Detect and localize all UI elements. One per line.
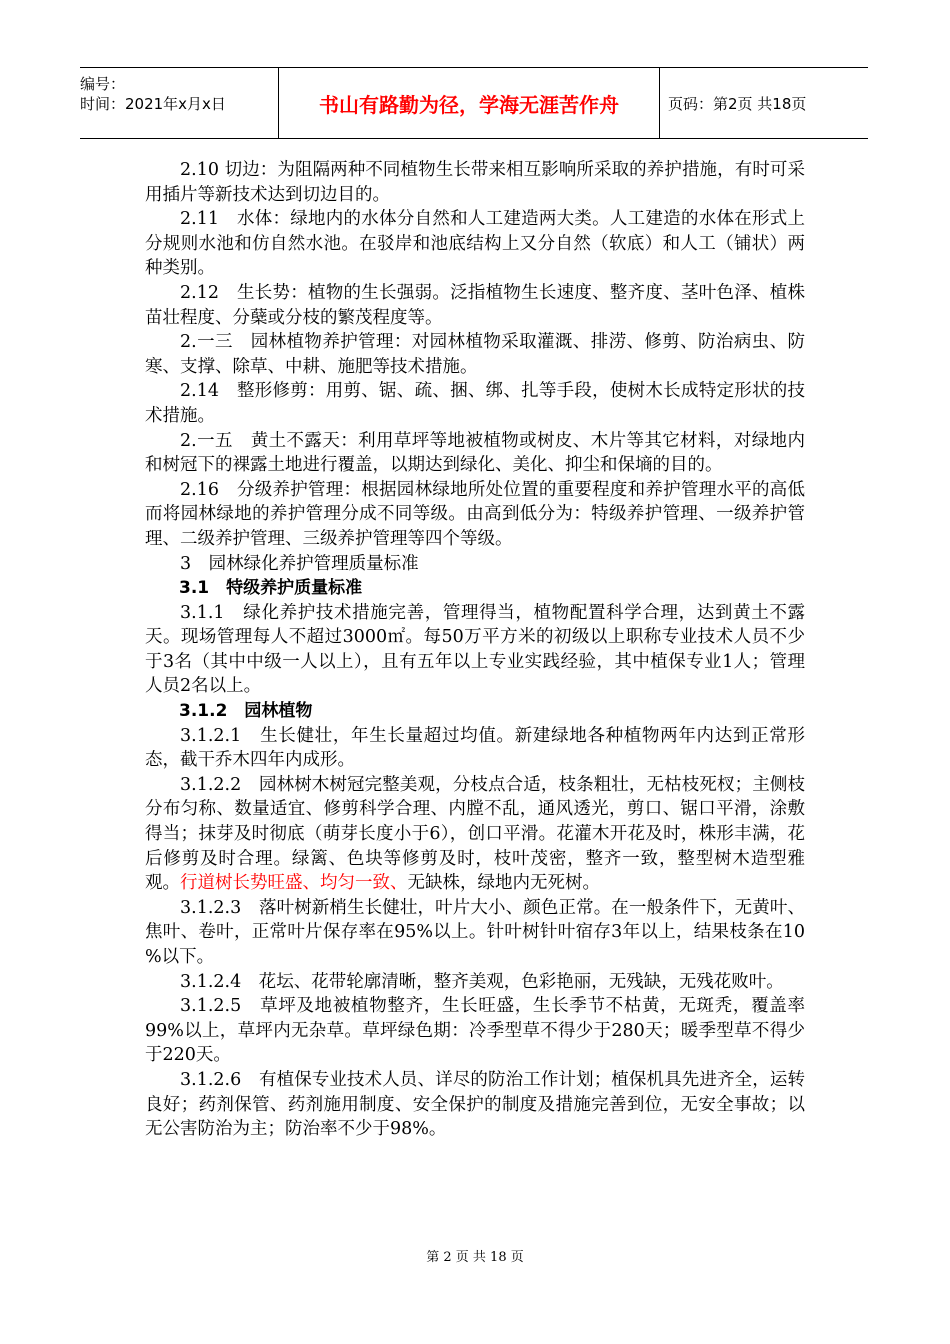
para-3-1-2-5: 3.1.2.5 草坪及地被植物整齐，生长旺盛，生长季节不枯黄，无斑秃，覆盖率99%以上，草坪内无杂草。草坪绿色期：冷季型草不得少于280天；暖季型草不得少于220天。 <box>145 996 805 1066</box>
para-3-1-2-3: 3.1.2.3 落叶树新梢生长健壮，叶片大小、颜色正常。在一般条件下，无黄叶、焦叶、卷叶，正常叶片保存率在95%以上。针叶树针叶宿存3年以上，结果枝条在10 %以下。 <box>145 897 805 967</box>
para-2-15: 2.一五 黄土不露天：利用草坪等地被植物或树皮、木片等其它材料，对绿地内和树冠下的裸露土地进行覆盖，以期达到绿化、美化、抑尘和保墒的目的。 <box>145 430 805 476</box>
para-3-1-2-4: 3.1.2.4 花坛、花带轮廓清晰，整齐美观，色彩艳丽，无残缺，无残花败叶。 <box>180 971 784 992</box>
para-3-1-2-2-tail: 无缺株，绿地内无死树。 <box>407 873 600 894</box>
header-motto: 书山有路勤为径，学海无涯苦作舟 <box>278 68 660 138</box>
section-3-heading: 3 园林绿化养护管理质量标准 <box>180 553 419 574</box>
para-2-13: 2.一三 园林植物养护管理：对园林植物采取灌溉、排涝、修剪、防治病虫、防寒、支撑、除草、中耕、施肥等技术措施。 <box>145 332 805 377</box>
section-3-1-2-heading: 3.1.2 园林植物 <box>179 701 313 722</box>
para-2-10: 2.10 切边：为阻隔两种不同植物生长带来相互影响所采取的养护措施，有时可采用插片等新技术达到切边目的。 <box>145 160 805 205</box>
para-2-16: 2.16 分级养护管理：根据园林绿地所处位置的重要程度和养护管理水平的高低而将园林绿地的养护管理分成不同等级。由高到低分为：特级养护管理、一级养护管理、二级养护管理、三级养护管理等四个等级。 <box>145 479 805 549</box>
para-2-12: 2.12 生长势：植物的生长强弱。泛指植物生长速度、整齐度、茎叶色泽、植株苗壮程度、分蘖或分枝的繁茂程度等。 <box>145 282 805 328</box>
para-3-1-2-2 <box>145 773 805 896</box>
para-3-1-1: 3.1.1 绿化养护技术措施完善，管理得当，植物配置科学合理，达到黄土不露天。现场管理每人不超过3000㎡。每50万平方米的初级以上职称专业技术人员不少于3名（其中中级一人以上），且有五年以上专业实践经验，其中植保专业1人；管理人员2名以上。 <box>145 602 805 697</box>
header-page-info: 页码：第2页 共18页 <box>668 94 807 113</box>
document-body <box>145 158 805 1142</box>
para-3-1-2-1: 3.1.2.1 生长健壮，年生长量超过均值。新建绿地各种植物两年内达到正常形态，截干乔木四年内成形。 <box>145 725 805 771</box>
header-meta <box>80 68 278 138</box>
page-header <box>80 67 868 139</box>
para-3-1-2-2-main: 3.1.2.2 园林树木树冠完整美观，分枝点合适，枝条粗壮，无枯枝死杈；主侧枝分布匀称、数量适宜、修剪科学合理、内膛不乱，通风透光，剪口、锯口平滑，涂敷得当；抹芽及时彻底（萌芽长度小于6），创口平滑。花灌木开花及时，株形丰满，花后修剪及时合理。绿篱、色块等修剪及时，枝叶茂密，整齐一致，整型树木造型雅观。 <box>145 774 805 894</box>
time-label: 时间：2021年x月x日 <box>80 95 226 113</box>
para-3-1-2-2-highlight: 行道树长势旺盛、均匀一致、 <box>180 873 408 894</box>
code-label: 编号： <box>80 75 126 93</box>
section-3-1-heading: 3.1 特级养护质量标准 <box>179 578 363 599</box>
para-3-1-2-6: 3.1.2.6 有植保专业技术人员、详尽的防治工作计划；植保机具先进齐全，运转良好；药剂保管、药剂施用制度、安全保护的制度及措施完善到位，无安全事故；以无公害防治为主；防治率不少于98%。 <box>145 1069 805 1140</box>
para-2-14: 2.14 整形修剪：用剪、锯、疏、捆、绑、扎等手段，使树木长成特定形状的技术措施。 <box>145 381 805 426</box>
page-footer: 第 2 页 共 18 页 <box>426 1250 524 1265</box>
para-2-11: 2.11 水体：绿地内的水体分自然和人工建造两大类。人工建造的水体在形式上分规则水池和仿自然水池。在驳岸和池底结构上又分自然（软底）和人工（铺状）两种类别。 <box>145 209 805 279</box>
